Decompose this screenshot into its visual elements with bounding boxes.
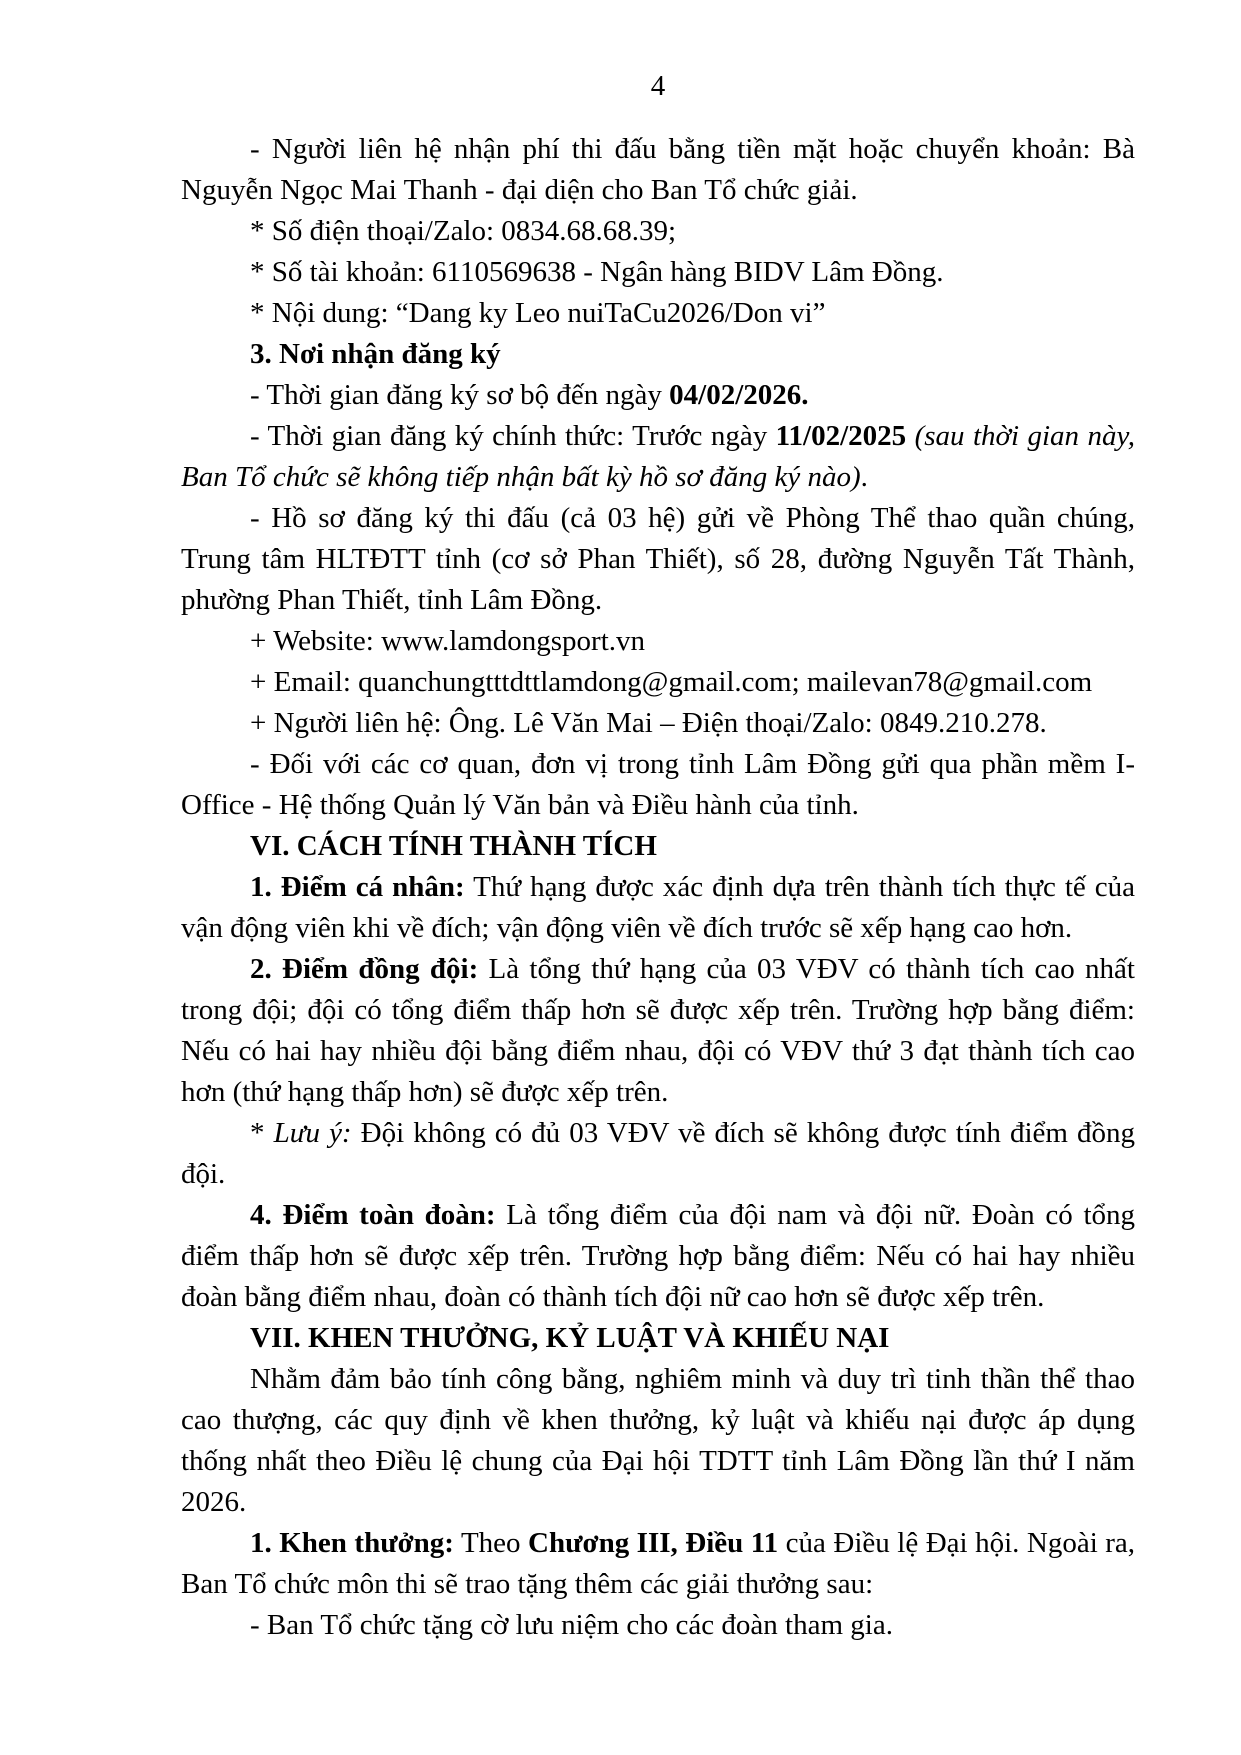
text-run: + Người liên hệ: Ông. Lê Văn Mai – Điện thoại/Zalo: 0849.210.278. [250,707,1047,739]
text-run: VII. KHEN THƯỞNG, KỶ LUẬT VÀ KHIẾU NẠI [250,1322,890,1354]
text-run: * Số tài khoản: 6110569638 - Ngân hàng BIDV Lâm Đồng. [250,256,944,288]
bank-account-line [181,252,1135,293]
text-run: - Đối với các cơ quan, đơn vị trong tỉnh Lâm Đồng gửi qua phần mềm I-Office - Hệ thống Quản lý Văn bản và Điều hành của tỉnh. [181,748,1135,821]
text-run: * Số điện thoại/Zalo: 0834.68.68.39; [250,215,677,247]
text-run: - Thời gian đăng ký sơ bộ đến ngày [250,379,670,411]
text-run: + Website: www.lamdongsport.vn [250,625,646,657]
page-number: 4 [650,70,666,102]
text-run: . [860,461,868,493]
text-run: 11/02/2025 [775,420,907,452]
individual-score-paragraph [181,867,1135,949]
ioffice-paragraph [181,744,1135,826]
text-run: Thứ hạng được xác định dựa trên thành tích thực tế của vận động viên khi về đích; vận động viên về đích trước sẽ xếp hạng cao hơn. [181,871,1135,944]
phone-zalo-line [181,211,1135,252]
website-line [181,621,1135,662]
text-run: - Thời gian đăng ký chính thức: Trước ngày [250,420,776,452]
transfer-note-line [181,293,1135,334]
text-run: Là tổng thứ hạng của 03 VĐV có thành tích cao nhất trong đội; đội có tổng điểm thấp hơn sẽ được xếp trên. Trường hợp bằng điểm: Nếu có hai hay nhiều đội bằng điểm nhau, đội có VĐV thứ 3 đạt thành tích cao hơn (thứ hạng thấp hơn) sẽ được xếp trên. [181,953,1135,1108]
text-run: * [250,1117,274,1149]
note-paragraph [181,1113,1135,1195]
text-run: của Điều lệ Đại hội. Ngoài ra, Ban Tổ chức môn thi sẽ trao tặng thêm các giải thưởng sau: [181,1527,1136,1600]
text-run: 3. Nơi nhận đăng ký [250,338,501,370]
text-run [906,420,914,452]
text-run: Là tổng điểm của đội nam và đội nữ. Đoàn có tổng điểm thấp hơn sẽ được xếp trên. Trường hợp bằng điểm: Nếu có hai hay nhiều đoàn bằng điểm nhau, đoàn có thành tích đội nữ cao hơn sẽ được xếp trên. [181,1199,1136,1313]
section-vi-heading [181,826,1135,867]
text-run: (sau thời gian này, Ban Tổ chức sẽ không tiếp nhận bất kỳ hồ sơ đăng ký nào) [181,420,1135,493]
text-run: 4. Điểm toàn đoàn: [250,1199,496,1231]
contact-fee-paragraph [181,129,1135,211]
text-run: 1. Khen thưởng: [250,1527,454,1559]
preliminary-registration-deadline [181,375,1135,416]
registration-dossier-address [181,498,1135,621]
fairness-paragraph [181,1359,1135,1523]
text-run: Lưu ý: [273,1117,352,1149]
team-score-paragraph [181,949,1135,1113]
overall-score-paragraph [181,1195,1135,1318]
text-run: Nhằm đảm bảo tính công bằng, nghiêm minh và duy trì tinh thần thể thao cao thượng, các quy định về khen thưởng, kỷ luật và khiếu nại được áp dụng thống nhất theo Điều lệ chung của Đại hội TDTT tỉnh Lâm Đồng lần thứ I năm 2026. [181,1363,1135,1518]
text-run: Theo [453,1527,529,1559]
section-vii-heading [181,1318,1135,1359]
flag-souvenir-line [181,1605,1135,1646]
text-run: + Email: quanchungtttdttlamdong@gmail.com; mailevan78@gmail.com [250,666,1093,698]
section-3-heading [181,334,1135,375]
text-run: * Nội dung: “Dang ky Leo nuiTaCu2026/Don vi” [250,297,826,329]
reward-paragraph [181,1523,1135,1605]
text-run: Chương III, Điều 11 [528,1527,779,1559]
official-registration-deadline [181,416,1135,498]
document-body [181,129,1135,1646]
text-run: - Người liên hệ nhận phí thi đấu bằng tiền mặt hoặc chuyển khoản: Bà Nguyễn Ngọc Mai Thanh - đại diện cho Ban Tổ chức giải. [181,133,1135,206]
text-run: 1. Điểm cá nhân: [250,871,465,903]
text-run: - Hồ sơ đăng ký thi đấu (cả 03 hệ) gửi về Phòng Thể thao quần chúng, Trung tâm HLTĐTT tỉnh (cơ sở Phan Thiết), số 28, đường Nguyễn Tất Thành, phường Phan Thiết, tỉnh Lâm Đồng. [181,502,1135,616]
contact-person-line [181,703,1135,744]
text-run: Đội không có đủ 03 VĐV về đích sẽ không được tính điểm đồng đội. [181,1117,1135,1190]
text-run: 2. Điểm đồng đội: [250,953,479,985]
text-run: - Ban Tổ chức tặng cờ lưu niệm cho các đoàn tham gia. [250,1609,893,1641]
text-run: 04/02/2026. [669,379,809,411]
email-line [181,662,1135,703]
text-run: VI. CÁCH TÍNH THÀNH TÍCH [250,830,657,862]
